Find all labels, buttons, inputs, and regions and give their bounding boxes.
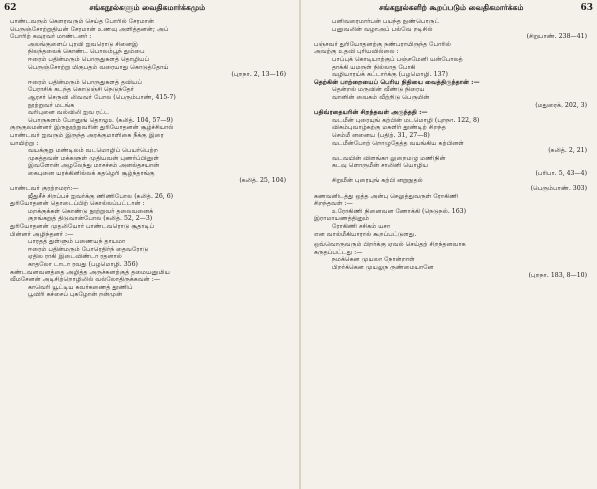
text-line: துரியோதனன் தொடைப்பிற் கொல்லப்பட்டான் : [10, 200, 145, 208]
text-line: பாண்டவரும் கௌரவரும் செய்த போரில் சேரமான் [10, 18, 154, 25]
verse-line: வடமீன்போற் றொழுதேத்த வயங்கிய கற்பினள் [332, 139, 464, 147]
text-line: கண்டவனவனத்தை அழித்த அருச்சுனற்குத் தமையனுமிய [10, 268, 170, 276]
verse-line: வடவயின் விளங்கா லுறைமழு மணிநின் [332, 154, 446, 162]
verse-line: நமக்கென முயலா நோன்றாள் [332, 256, 415, 264]
verse-line: கைபுனை யரக்கினில்லக் கதழெரி சூழ்ந்தாங்கு [28, 169, 155, 177]
text-line: வீமசேனன் அடிசிற்றொழிலில் வல்லோதிருக்கவன் :— [10, 276, 161, 284]
right-page-text [308, 18, 593, 279]
citation-line: (மதுரைக். 202, 3) [535, 101, 587, 109]
left-page-number: 62 [4, 3, 17, 13]
text-line: கருதப்பட்டது :— [314, 248, 363, 256]
verse-line: இவளோன் அழலேந்து மாசச்சம் அனல்தசயான் [28, 162, 160, 170]
citation-line: (கலித். 2, 21) [548, 147, 587, 155]
verse-line: தென்றல் மருவின் வீண்டு நிரைய [332, 86, 425, 94]
text-line: ஒவ்வொருவரும் பிறர்க்கு ஏவல் செய்தற் சிறந்தனவாக [314, 241, 466, 249]
verse-line: பனிவரைமார்பன் பயந்த நுண்பொருட் [332, 18, 440, 25]
verse-line: காதலோ டாடா ரவது (பழமொழி. 356) [28, 261, 138, 268]
text-line: என வால்மீகியாரால் கூறப்பட்டுளது. [314, 230, 417, 238]
text-line: பெருஞ்சோற்றுதியன் சேரமான் உணவு அளித்தனன்; அப் [10, 25, 169, 33]
right-running-title: சங்கநூல்களிற் கூறப்படும் வைதிகமார்க்கம் [379, 3, 524, 12]
text-line: பின்னர் அழிந்தனர் :— [10, 230, 74, 238]
left-running-title: சங்கநூல்களும் வைதிகமார்க்கமும் [89, 3, 206, 12]
verse-line: காவெரி யூட்டிய கவர்கணைத் தூணிப் [28, 283, 133, 291]
citation-line: (கலித். 25, 104) [239, 177, 286, 185]
verse-line: வடமீன் புரையுங் கற்பின் மடமொழி (புறநா. 122, 8) [332, 116, 480, 124]
text-line: பஞ்சவர் துரியோதனற்கு நண்பராயிருந்த போரில் [314, 40, 451, 48]
text-line: யாயிற்று : [10, 139, 39, 147]
text-line: பாண்டவர் குரற்றமரர்:— [10, 185, 79, 193]
verse-line: பூவிரி கச்சைப் புகழோன் றன்முன் [28, 291, 123, 299]
verse-line: பிறர்க்கென முயலுந ருண்மையானே [332, 264, 434, 271]
left-page [0, 0, 298, 489]
text-line: அவற்கு உதவி புரியவில்லை : [314, 48, 399, 56]
verse-line: வயக்குறு மண்டிலம் வடமொழிப் பெயர்பெற்ற [28, 147, 158, 155]
verse-line: ஈரைம் பதின்மரும் பொருதுகளத் தொழியப் [28, 55, 150, 63]
right-page-number: 63 [580, 3, 593, 13]
left-page-header [4, 3, 292, 16]
citation-line: (பெரும்பாண். 303) [530, 185, 587, 193]
verse-line: ஜீதுசீச் சிறப்பச் ஐவர்க்கு ணிணிபோல (கலித். 26, 6) [28, 192, 174, 200]
text-line: தெற்கின் பாற்றையைப் பெரிய நிதியை வைத்திருந்தான் :— [314, 78, 480, 86]
citation-line: (பரிபா. 5, 43—4) [535, 169, 587, 177]
verse-line: சிறுமீன் புரையுங் கற்பி னறுநுதல் [332, 177, 423, 185]
verse-line: பெருஞ்சோற்று மிகுபதம் வரையாது கொடுத்தோய் [28, 63, 169, 71]
citation-line: (புறநா. 2, 13—16) [231, 71, 286, 79]
left-page-text [4, 18, 292, 299]
text-line: துரியோதனன் முதலியோர் பாண்டவரொடு சூதாடிப் [10, 223, 155, 231]
verse-line: விசும்புவாழ்கற்கு மகளிர் தூண்டிற் சிறந்த [332, 124, 446, 132]
verse-line: செம்மீ னனைய (பதிற். 31, 27—8) [332, 131, 430, 139]
verse-line: பேராசிக் கடந்த கொடுஞ்சி நெடுந்தேர் [28, 86, 134, 94]
text-line: குருகுலமன்னர் இருநூற்றுவரின் துரியோதனன் சூழ்ச்சியால் [10, 124, 174, 132]
verse-line: தாக்கி யமருள் நில்லாத போகி [332, 63, 416, 71]
verse-line: அலங்குளைப் புரவி ஐவரொடு சினைஇ [28, 40, 139, 48]
verse-line: ஆரசர் செருவி லிவவர் போல (பெரும்பாண், 415-7) [28, 93, 176, 101]
text-line: சிறந்தவள் :— [314, 200, 353, 208]
right-page [302, 0, 597, 489]
text-line: போரிற் கவுரவர் மாண்டனர் : [10, 33, 92, 41]
verse-line: நிலந்தலைக் கொண்ட பொலம்பூந் தும்பை [28, 48, 145, 56]
page-gutter [299, 0, 301, 489]
text-line: கணவனிடத்து ஒத்த அன்பு செலுத்துவருள் ரோகிணி [314, 192, 459, 200]
verse-line: மறக்குக்கள் கொண்டு நூற்றுவர் தலைவனைக் [28, 207, 154, 215]
verse-line: நூற்றுவர் மடங்க [28, 101, 75, 109]
verse-line: முகத்தவன் மக்களுள் முதியவன் புணர்ப்பினுள் [28, 154, 160, 162]
verse-line: ரோகிணி சசிகம் யசா [332, 223, 391, 231]
verse-line: வரிபுனை வல்விலி ஐவ ரட்ட [28, 109, 110, 117]
verse-line: ஈரைம் பதின்மரும் போரெதிர்ந் தைவரோடு [28, 245, 149, 253]
verse-line: வானின் வைகம் வீற்றிடு பெருமின் [332, 93, 430, 101]
verse-line: பாப்புக் கொடியாற்குப் பஞ்சமேனி யன்போலத் [332, 55, 463, 63]
verse-line: குறங்கறுத் திடுவான்போல (கலித். 52, 2—3) [28, 215, 153, 223]
text-line: பதிவ்ரதையரின் சிறந்தவள் அருந்ததி :— [314, 109, 428, 117]
citation-line: (புறநா. 183, 8—10) [528, 271, 587, 279]
verse-line: கடவு ளொருமீன் சாலினி யொழிய [332, 162, 429, 170]
text-line: பாண்டவர் ஐவரும் இருந்த அரக்குமாளிகை நீக்கு இரை [10, 131, 164, 139]
right-page-header [308, 3, 593, 16]
verse-line: உரோகிணி நினைவன ணோக்கி (நெடுநல். 163) [332, 207, 467, 215]
verse-line: பாரதத் துள்ளும் பணையந் தாயமா [28, 238, 126, 246]
verse-line: பனுவலின் வழாஅப் பல்வே றடிசில் [332, 25, 433, 33]
verse-line: ஏதில ராகி இடைவிண்டா ரதனால் [28, 253, 122, 261]
verse-line: வழியாரய்க் கட்டார்க்கு (பழமொழி. 137) [332, 71, 448, 79]
verse-line: ஈரைம் பதின்மரும் பொருதுகளத் தவியப் [28, 78, 142, 86]
citation-line: (சிறுபாண். 238—41) [526, 33, 587, 41]
verse-line: பொருகளம் போனுங் தொழூஉ (கலித். 104, 57—9) [28, 116, 173, 124]
text-line: இராமாயணத்தினும் [314, 215, 370, 223]
